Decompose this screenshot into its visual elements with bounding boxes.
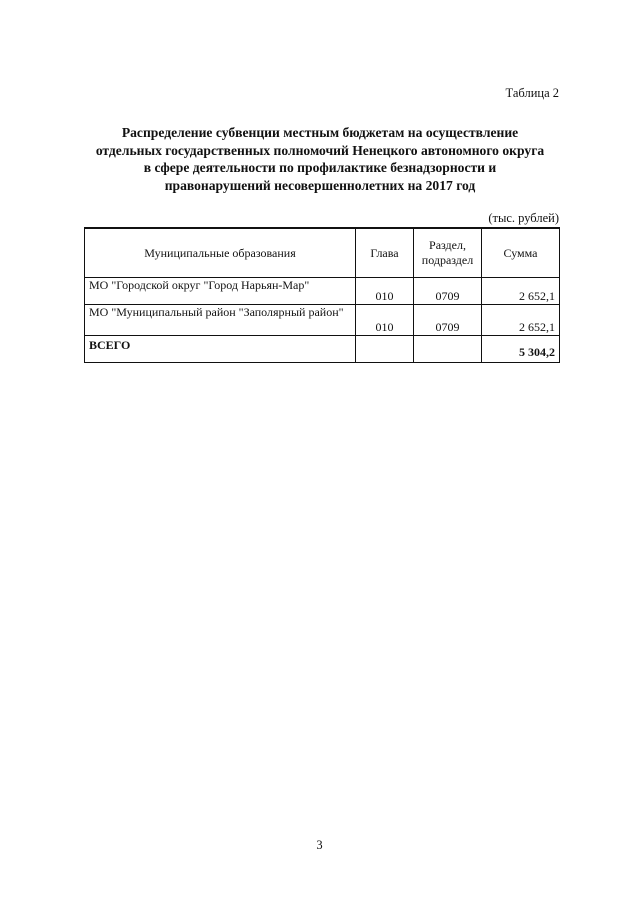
units-label: (тыс. рублей) [488,211,559,225]
cell-section: 0709 [414,278,482,305]
cell-chapter: 010 [356,278,414,305]
document-title [70,124,570,194]
title-line: в сфере деятельности по профилактике безнадзорности и [143,160,497,175]
title-line: отдельных государственных полномочий Ненецкого автономного округа [95,142,545,158]
table-row [85,305,560,336]
title-line: правонарушений несовершеннолетних на 2017 год [164,177,476,193]
column-header-section-line1: Раздел, [429,238,466,252]
column-header-amount: Сумма [482,228,560,278]
cell-chapter: 010 [356,305,414,336]
column-header-section-line2: подраздел [421,253,474,267]
cell-total-label: ВСЕГО [85,336,356,363]
cell-amount: 2 652,1 [482,305,560,336]
cell-amount: 2 652,1 [482,278,560,305]
title-line: Распределение субвенции местным бюджетам на осуществление [121,125,519,140]
table-total-row [85,336,560,363]
column-header-municipality: Муниципальные образования [85,228,356,278]
cell-section: 0709 [414,305,482,336]
cell-empty [356,336,414,363]
cell-municipality: МО "Муниципальный район "Заполярный район" [85,305,356,336]
cell-municipality: МО "Городской округ "Город Нарьян-Мар" [85,278,356,305]
column-header-chapter: Глава [356,228,414,278]
table-label: Таблица 2 [505,86,559,100]
cell-total-amount: 5 304,2 [482,336,560,363]
cell-empty [414,336,482,363]
page-number: 3 [316,838,323,852]
table-row [85,278,560,305]
column-header-section [414,228,482,278]
subvention-table [84,227,560,363]
table-header-row [85,228,560,278]
